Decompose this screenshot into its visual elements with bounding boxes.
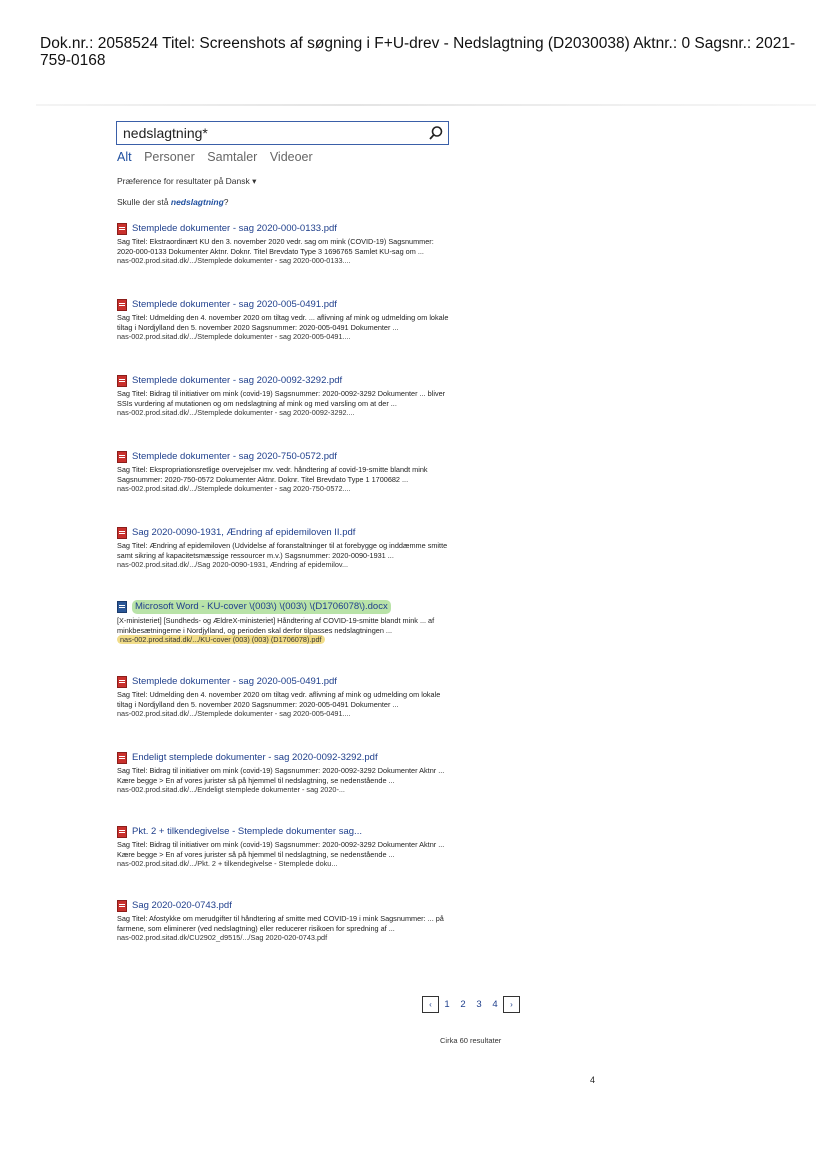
result-item	[117, 223, 452, 266]
result-url: nas-002.prod.sitad.dk/.../Stemplede dokumenter - sag 2020-005-0491....	[117, 709, 351, 719]
result-snippet: Sag Titel: Bidrag til initiativer om mink (covid-19) Sagsnummer: 2020-0092-3292 Dokumenter Aktnr ... Kære begge > En af vores jurister så på hjemmel til nedslagtning, se nedenstående ...	[117, 840, 445, 859]
result-title[interactable]: Microsoft Word - KU-cover \(003\) \(003\) \(D1706078\).docx	[132, 600, 391, 614]
result-snippet: Sag Titel: Ændring af epidemiloven (Udvidelse af foranstaltninger til at forebygge og inddæmme smitte samt sikring af kapacitetsmæssige ressourcer m.v.) Sagsnummer: 2020-0090-1931 ...	[117, 541, 448, 560]
result-snippet: Sag Titel: Bidrag til initiativer om mink (covid-19) Sagsnummer: 2020-0092-3292 Dokumenter ... bliver SSIs vurdering af mutationen og om nedslagtning af mink og med varsling om at der ...	[117, 389, 446, 408]
chevron-right-icon: ›	[510, 1000, 513, 1009]
result-url: nas-002.prod.sitad.dk/.../Stemplede dokumenter - sag 2020-005-0491....	[117, 332, 351, 342]
pdf-file-icon	[117, 375, 127, 387]
result-snippet: Sag Titel: Udmelding den 4. november 2020 om tiltag vedr. aflivning af mink og udmelding om lokale tiltag i Nordjylland den 5. november 2020 Sagsnummer: 2020-005-0491 Dokumenter ...	[117, 690, 441, 709]
result-url-text: nas-002.prod.sitad.dk/.../KU-cover (003) (003) (D1706078).pdf	[117, 635, 325, 644]
pdf-file-icon	[117, 826, 127, 838]
pdf-file-icon	[117, 299, 127, 311]
result-title[interactable]: Endeligt stemplede dokumenter - sag 2020-0092-3292.pdf	[132, 752, 378, 763]
word-file-icon	[117, 601, 127, 613]
document-header: Dok.nr.: 2058524 Titel: Screenshots af søgning i F+U-drev - Nedslagtning (D2030038) Aktnr.: 0 Sagsnr.: 2021-759-0168	[40, 35, 796, 69]
result-item	[117, 676, 452, 719]
result-title[interactable]: Stemplede dokumenter - sag 2020-000-0133.pdf	[132, 223, 337, 234]
tab-conversations[interactable]: Samtaler	[207, 150, 258, 164]
search-box[interactable]	[116, 121, 449, 145]
did-you-mean-suffix: ?	[223, 197, 229, 207]
result-title-link[interactable]	[117, 527, 452, 539]
page-1-link[interactable]: 1	[444, 999, 450, 1010]
result-title-link[interactable]	[117, 223, 452, 235]
result-title[interactable]: Stemplede dokumenter - sag 2020-0092-3292.pdf	[132, 375, 343, 386]
result-item	[117, 451, 452, 494]
result-item	[117, 299, 452, 342]
result-item	[117, 826, 452, 869]
result-item	[117, 527, 452, 570]
result-snippet: Sag Titel: Bidrag til initiativer om mink (covid-19) Sagsnummer: 2020-0092-3292 Dokumenter Aktnr ... Kære begge > En af vores jurister så på hjemmel til nedslagtning, se nedenstående ...	[117, 766, 445, 785]
result-url: nas-002.prod.sitad.dk/.../Stemplede dokumenter - sag 2020-750-0572....	[117, 484, 351, 494]
result-snippet: Sag Titel: Ekspropriationsretlige overvejelser mv. vedr. håndtering af covid-19-smitte blandt mink Sagsnummer: 2020-750-0572 Dokumenter Aktnr. Doknr. Titel Brevdato Type 1 1700682 ...	[117, 465, 428, 484]
document-page-number: 4	[590, 1075, 596, 1085]
result-url: nas-002.prod.sitad.dk/CU2902_d9515/.../Sag 2020-020-0743.pdf	[117, 933, 328, 943]
result-url	[117, 635, 452, 645]
result-title[interactable]: Stemplede dokumenter - sag 2020-005-0491.pdf	[132, 676, 337, 687]
result-title[interactable]: Pkt. 2 + tilkendegivelse - Stemplede dokumenter sag...	[132, 826, 362, 837]
page-4-link[interactable]: 4	[492, 999, 498, 1010]
result-title-link[interactable]	[117, 375, 452, 387]
result-title-link[interactable]	[117, 676, 452, 688]
result-item	[117, 375, 452, 418]
language-preference[interactable]: Præference for resultater på Dansk ▾	[117, 176, 257, 186]
search-tabs	[117, 150, 322, 164]
result-url: nas-002.prod.sitad.dk/.../Pkt. 2 + tilkendegivelse - Stemplede doku...	[117, 859, 338, 869]
chevron-left-icon: ‹	[429, 1000, 432, 1009]
result-title[interactable]: Stemplede dokumenter - sag 2020-750-0572.pdf	[132, 451, 337, 462]
scan-divider	[36, 104, 816, 106]
did-you-mean-prefix: Skulle der stå	[117, 197, 171, 207]
pdf-file-icon	[117, 451, 127, 463]
previous-page-button[interactable]	[422, 996, 439, 1013]
result-title-link[interactable]	[117, 600, 452, 614]
did-you-mean-suggestion[interactable]: nedslagtning	[170, 197, 224, 207]
result-title-link[interactable]	[117, 900, 452, 912]
pdf-file-icon	[117, 676, 127, 688]
result-url: nas-002.prod.sitad.dk/.../Stemplede dokumenter - sag 2020-0092-3292....	[117, 408, 355, 418]
result-url: nas-002.prod.sitad.dk/.../Sag 2020-0090-1931, Ændring af epidemilov...	[117, 560, 349, 570]
result-item	[117, 600, 452, 645]
tab-videos[interactable]: Videoer	[269, 150, 313, 164]
result-title[interactable]: Sag 2020-0090-1931, Ændring af epidemiloven II.pdf	[132, 527, 356, 538]
pagination	[422, 996, 520, 1013]
page-2-link[interactable]: 2	[460, 999, 466, 1010]
result-title[interactable]: Stemplede dokumenter - sag 2020-005-0491.pdf	[132, 299, 337, 310]
search-icon[interactable]	[428, 125, 444, 141]
result-snippet: [X-ministeriet] [Sundheds- og ÆldreX-ministeriet] Håndtering af COVID-19-smitte blandt mink ... af minkbesætningerne i Nordjylland, og perioden skal derfor tilpasses nedslagtningen ...	[117, 616, 435, 635]
pdf-file-icon	[117, 900, 127, 912]
next-page-button[interactable]	[503, 996, 520, 1013]
result-title-link[interactable]	[117, 451, 452, 463]
pdf-file-icon	[117, 752, 127, 764]
result-url: nas-002.prod.sitad.dk/.../Stemplede dokumenter - sag 2020-000-0133....	[117, 256, 351, 266]
result-count: Cirka 60 resultater	[440, 1036, 502, 1045]
page-3-link[interactable]: 3	[476, 999, 482, 1010]
result-item	[117, 752, 452, 795]
result-snippet: Sag Titel: Afostykke om merudgifter til håndtering af smitte med COVID-19 i mink Sagsnummer: ... på farmene, som eliminerer (ved nedslagtning) eller reducerer risikoen for spredning af ...	[117, 914, 444, 933]
result-snippet: Sag Titel: Udmelding den 4. november 2020 om tiltag vedr. ... aflivning af mink og udmelding om lokale tiltag i Nordjylland den 5. november 2020 Sagsnummer: 2020-005-0491 Dokumenter ...	[117, 313, 449, 332]
search-input[interactable]: nedslagtning*	[123, 125, 208, 141]
did-you-mean	[117, 197, 229, 207]
result-title-link[interactable]	[117, 299, 452, 311]
result-url: nas-002.prod.sitad.dk/.../Endeligt stemplede dokumenter - sag 2020-...	[117, 785, 345, 795]
result-item	[117, 900, 452, 943]
pdf-file-icon	[117, 527, 127, 539]
result-title[interactable]: Sag 2020-020-0743.pdf	[132, 900, 232, 911]
result-title-link[interactable]	[117, 826, 452, 838]
tab-all[interactable]: Alt	[117, 150, 132, 164]
pdf-file-icon	[117, 223, 127, 235]
tab-people[interactable]: Personer	[144, 150, 195, 164]
result-snippet: Sag Titel: Ekstraordinært KU den 3. november 2020 vedr. sag om mink (COVID-19) Sagsnummer: 2020-000-0133 Dokumenter Aktnr. Doknr. Titel Brevdato Type 3 1696765 Samlet KU-sag om ...	[117, 237, 434, 256]
result-title-link[interactable]	[117, 752, 452, 764]
